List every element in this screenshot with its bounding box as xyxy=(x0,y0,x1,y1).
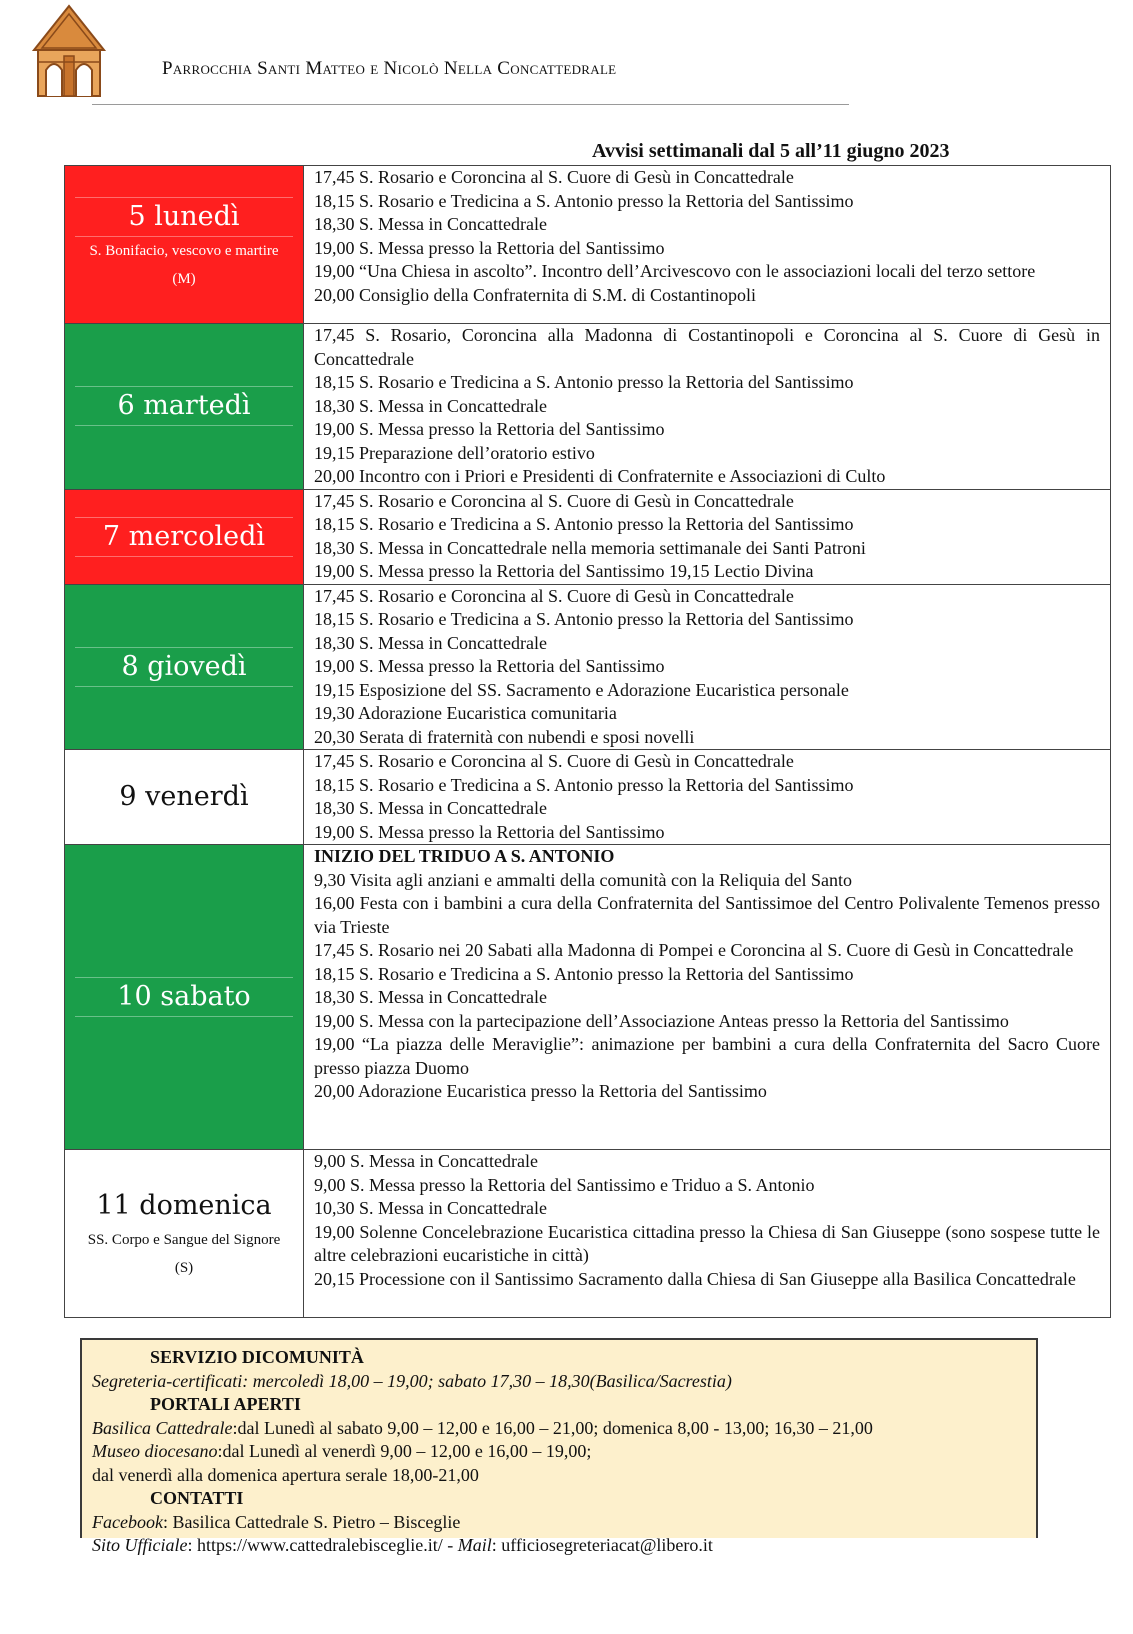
event-item: 9,00 S. Messa presso la Rettoria del Santissimo e Triduo a S. Antonio xyxy=(314,1174,815,1195)
day-row xyxy=(65,845,1111,1150)
event-item: 19,00 S. Messa presso la Rettoria del Santissimo 19,15 Lectio Divina xyxy=(314,561,814,581)
contacts-heading: CONTATTI xyxy=(150,1488,244,1508)
event-item: 19,00 Solenne Concelebrazione Eucaristica cittadina presso la Chiesa di San Giuseppe (sono sospese tutte le altre celebrazioni eucaristiche in città) xyxy=(314,1221,1100,1265)
museum-label: Museo diocesano xyxy=(92,1441,218,1461)
day-name: 7 mercoledì xyxy=(75,517,293,557)
events-cell xyxy=(304,1150,1111,1318)
day-cell xyxy=(65,750,304,845)
event-item: 17,45 S. Rosario e Coroncina al S. Cuore di Gesù in Concattedrale xyxy=(314,751,794,771)
day-cell xyxy=(65,1150,304,1318)
day-cell xyxy=(65,166,304,324)
mail-label: Mail xyxy=(457,1535,492,1555)
event-item: 19,15 Preparazione dell’oratorio estivo xyxy=(314,442,595,463)
events-cell xyxy=(304,750,1111,845)
event-item: 20,00 Incontro con i Priori e Presidenti di Confraternite e Associazioni di Culto xyxy=(314,466,886,486)
day-row xyxy=(65,489,1111,584)
event-headline: INIZIO DEL TRIDUO A S. ANTONIO xyxy=(314,846,615,866)
day-row xyxy=(65,166,1111,324)
events-cell xyxy=(304,489,1111,584)
parish-logo xyxy=(30,4,108,100)
weekly-schedule-table xyxy=(64,165,1111,1318)
saint-name: S. Bonifacio, vescovo e martire xyxy=(89,242,279,259)
day-name: 11 domenica xyxy=(96,1189,272,1221)
event-item: 18,30 S. Messa in Concattedrale nella memoria settimanale dei Santi Patroni xyxy=(314,537,866,558)
day-name: 8 giovedì xyxy=(75,647,293,687)
site-label: Sito Ufficiale xyxy=(92,1535,188,1555)
office-hours: Segreteria-certificati: mercoledì 18,00 – 19,00; sabato 17,30 – 18,30(Basilica/Sacrestia) xyxy=(92,1370,732,1391)
event-item: 18,30 S. Messa in Concattedrale xyxy=(314,395,547,416)
museum-evening: dal venerdì alla domenica apertura serale 18,00-21,00 xyxy=(92,1464,479,1485)
museum-hours xyxy=(92,1440,1026,1464)
community-info-box xyxy=(80,1338,1038,1555)
header-divider xyxy=(92,104,849,105)
facebook-text: : Basilica Cattedrale S. Pietro – Bisceglie xyxy=(162,1511,461,1532)
event-item: 18,30 S. Messa in Concattedrale xyxy=(314,632,547,653)
day-cell xyxy=(65,489,304,584)
day-row xyxy=(65,750,1111,845)
event-item: 18,15 S. Rosario e Tredicina a S. Antonio presso la Rettoria del Santissimo xyxy=(314,774,854,795)
museum-text: :dal Lunedì al venerdì 9,00 – 12,00 e 16,00 – 19,00; xyxy=(217,1441,592,1461)
day-name: 6 martedì xyxy=(75,386,293,426)
event-item: 16,00 Festa con i bambini a cura della Confraternita del Santissimoe del Centro Polivalente Temenos presso via Trieste xyxy=(314,893,1100,937)
day-row xyxy=(65,324,1111,490)
day-cell xyxy=(65,845,304,1150)
event-item: 19,00 S. Messa presso la Rettoria del Santissimo xyxy=(314,656,665,676)
day-name: 10 sabato xyxy=(75,977,293,1017)
day-cell xyxy=(65,324,304,490)
event-item: 18,30 S. Messa in Concattedrale xyxy=(314,987,547,1007)
events-cell xyxy=(304,166,1111,324)
day-cell xyxy=(65,584,304,750)
liturgical-rank: (M) xyxy=(172,270,196,287)
event-item: 19,00 S. Messa con la partecipazione dell’Associazione Anteas presso la Rettoria del Santissimo xyxy=(314,1010,1009,1031)
events-cell xyxy=(304,584,1111,750)
saint-name: SS. Corpo e Sangue del Signore xyxy=(87,1231,281,1248)
event-item: 18,15 S. Rosario e Tredicina a S. Antonio presso la Rettoria del Santissimo xyxy=(314,190,854,211)
events-cell xyxy=(304,845,1111,1150)
event-item: 19,00 S. Messa presso la Rettoria del Santissimo xyxy=(314,821,665,842)
event-item: 19,00 S. Messa presso la Rettoria del Santissimo xyxy=(314,237,665,258)
day-name: 5 lunedì xyxy=(75,197,293,237)
site-link[interactable]: : https://www.cattedralebisceglie.it/ - xyxy=(187,1535,458,1555)
event-item: 18,15 S. Rosario e Tredicina a S. Antonio presso la Rettoria del Santissimo xyxy=(314,514,854,534)
basilica-label: Basilica Cattedrale xyxy=(92,1417,233,1438)
event-item: 19,15 Esposizione del SS. Sacramento e Adorazione Eucaristica personale xyxy=(314,679,849,700)
event-item: 17,45 S. Rosario e Coroncina al S. Cuore di Gesù in Concattedrale xyxy=(314,585,794,606)
event-item: 18,15 S. Rosario e Tredicina a S. Antonio presso la Rettoria del Santissimo xyxy=(314,963,854,984)
event-item: 20,00 Adorazione Eucaristica presso la Rettoria del Santissimo xyxy=(314,1081,767,1101)
facebook-contact xyxy=(92,1511,1026,1535)
event-item: 17,45 S. Rosario e Coroncina al S. Cuore di Gesù in Concattedrale xyxy=(314,167,794,187)
parish-name: Parrocchia Santi Matteo e Nicolò Nella Concattedrale xyxy=(162,58,617,79)
event-item: 19,00 “La piazza delle Meraviglie”: animazione per bambini a cura della Confraternita del Sacro Cuore presso piazza Duomo xyxy=(314,1034,1100,1078)
event-item: 18,30 S. Messa in Concattedrale xyxy=(314,214,547,234)
event-item: 9,30 Visita agli anziani e ammalti della comunità con la Reliquia del Santo xyxy=(314,869,852,890)
event-item: 18,30 S. Messa in Concattedrale xyxy=(314,798,547,818)
event-item: 20,15 Processione con il Santissimo Sacramento dalla Chiesa di San Giuseppe alla Basilica Concattedrale xyxy=(314,1268,1076,1289)
day-row xyxy=(65,1150,1111,1318)
basilica-hours xyxy=(92,1417,1026,1441)
facebook-label: Facebook xyxy=(92,1511,163,1532)
service-heading: SERVIZIO DICOMUNITÀ xyxy=(150,1347,364,1367)
basilica-text: :dal Lunedì al sabato 9,00 – 12,00 e 16,00 – 21,00; domenica 8,00 - 13,00; 16,30 – 21,00 xyxy=(232,1417,873,1438)
website-contact xyxy=(92,1534,1026,1558)
event-item: 20,00 Consiglio della Confraternita di S.M. di Costantinopoli xyxy=(314,284,756,305)
event-item: 19,00 “Una Chiesa in ascolto”. Incontro dell’Arcivescovo con le associazioni locali del terzo settore xyxy=(314,261,1036,281)
event-item: 18,15 S. Rosario e Tredicina a S. Antonio presso la Rettoria del Santissimo xyxy=(314,372,854,392)
event-item: 17,45 S. Rosario nei 20 Sabati alla Madonna di Pompei e Coroncina al S. Cuore di Gesù in Concattedrale xyxy=(314,940,1074,960)
event-item: 17,45 S. Rosario e Coroncina al S. Cuore di Gesù in Concattedrale xyxy=(314,490,794,511)
mail-link[interactable]: : ufficiosegreteriacat@libero.it xyxy=(491,1535,713,1555)
event-item: 9,00 S. Messa in Concattedrale xyxy=(314,1151,538,1171)
event-item: 20,30 Serata di fraternità con nubendi e sposi novelli xyxy=(314,726,695,747)
notice-title: Avvisi settimanali dal 5 all’11 giugno 2023 xyxy=(592,140,950,162)
event-item: 18,15 S. Rosario e Tredicina a S. Antonio presso la Rettoria del Santissimo xyxy=(314,609,854,629)
event-item: 10,30 S. Messa in Concattedrale xyxy=(314,1198,547,1218)
portals-heading: PORTALI APERTI xyxy=(150,1394,301,1414)
day-name: 9 venerdì xyxy=(119,781,249,812)
event-item: 19,30 Adorazione Eucaristica comunitaria xyxy=(314,703,617,723)
event-item: 17,45 S. Rosario, Coroncina alla Madonna di Costantinopoli e Coroncina al S. Cuore di Gesù in Concattedrale xyxy=(314,325,1100,369)
liturgical-rank: (S) xyxy=(174,1259,194,1276)
events-cell xyxy=(304,324,1111,490)
day-row xyxy=(65,584,1111,750)
event-item: 19,00 S. Messa presso la Rettoria del Santissimo xyxy=(314,419,665,439)
